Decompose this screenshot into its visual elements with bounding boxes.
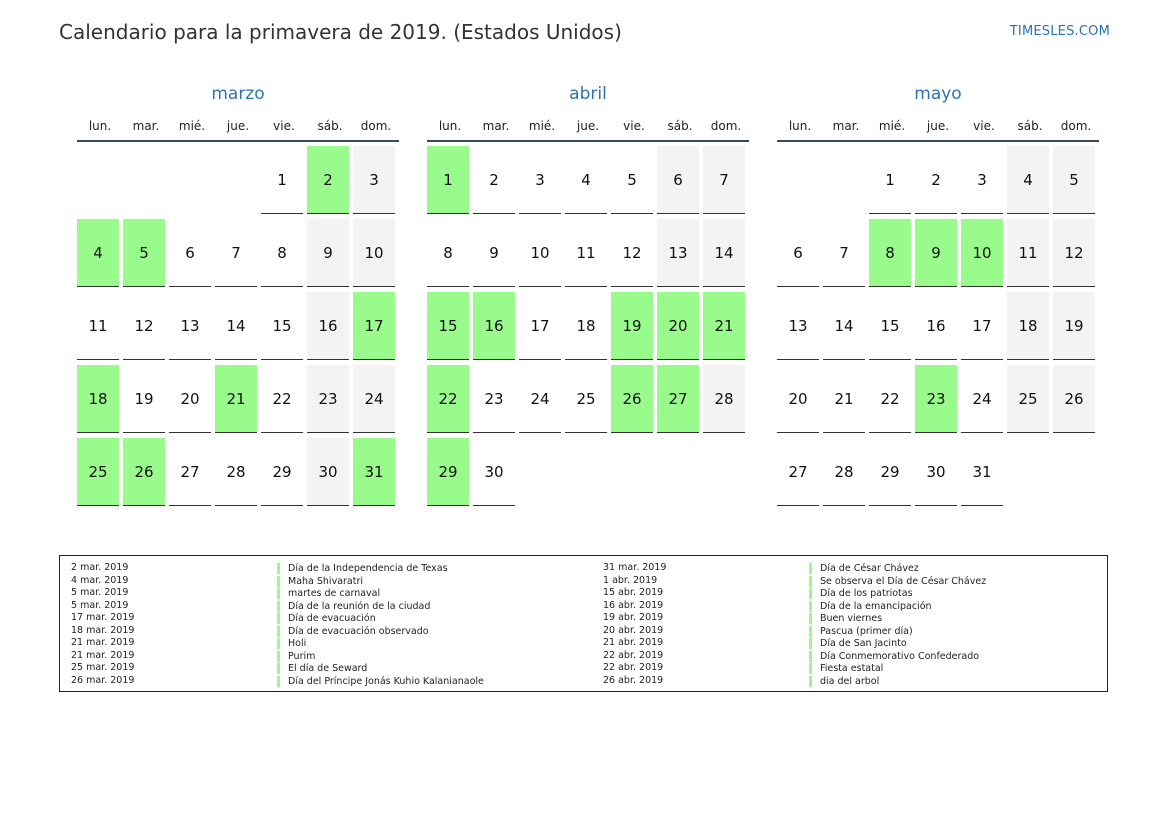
month-name: mayo — [914, 84, 962, 104]
day-cell[interactable] — [123, 438, 169, 511]
day-number: 3 — [353, 146, 395, 214]
day-number: 5 — [123, 219, 165, 287]
day-cell[interactable] — [565, 219, 611, 292]
day-cell[interactable] — [427, 438, 473, 511]
legend-holiday-name: Día de evacuación — [277, 613, 376, 624]
empty-cell — [519, 438, 565, 511]
week-row — [77, 292, 399, 365]
legend-holiday-name: Día Conmemorativo Confederado — [809, 651, 979, 662]
day-cell[interactable] — [123, 219, 169, 292]
week-row — [427, 219, 749, 292]
legend-date: 21 abr. 2019 — [603, 637, 664, 648]
day-number: 17 — [519, 292, 561, 360]
day-cell[interactable] — [915, 365, 961, 438]
day-cell[interactable] — [427, 365, 473, 438]
day-number: 6 — [777, 219, 819, 287]
weekday-label: mié. — [528, 119, 556, 133]
day-number: 14 — [823, 292, 865, 360]
legend-holiday-name: Día del Príncipe Jonás Kuhio Kalanianaole — [277, 676, 484, 687]
day-number: 7 — [823, 219, 865, 287]
day-number: 1 — [261, 146, 303, 214]
empty-cell — [215, 146, 261, 219]
legend-date: 17 mar. 2019 — [71, 612, 135, 623]
day-cell[interactable] — [1007, 146, 1053, 219]
day-cell[interactable] — [519, 292, 565, 365]
day-cell[interactable] — [519, 146, 565, 219]
day-cell[interactable] — [353, 146, 399, 219]
legend-date: 21 mar. 2019 — [71, 649, 135, 661]
day-number: 7 — [703, 146, 745, 214]
day-cell[interactable] — [703, 292, 749, 365]
day-number: 7 — [215, 219, 257, 287]
day-number: 5 — [611, 146, 653, 214]
legend-date: 5 mar. 2019 — [71, 599, 129, 611]
legend-holiday-name: Día de la Independencia de Texas — [277, 563, 448, 574]
day-cell[interactable] — [961, 438, 1007, 511]
day-cell[interactable] — [215, 292, 261, 365]
empty-cell — [565, 438, 611, 511]
day-number: 20 — [169, 365, 211, 433]
day-cell[interactable] — [1053, 146, 1099, 219]
month-name: marzo — [211, 84, 265, 104]
month-may — [777, 84, 1099, 511]
day-number: 31 — [353, 438, 395, 506]
day-number: 26 — [123, 438, 165, 506]
day-number: 6 — [169, 219, 211, 287]
day-number: 2 — [307, 146, 349, 214]
weekday-label: lun. — [788, 119, 812, 133]
day-number: 13 — [169, 292, 211, 360]
day-number: 24 — [961, 365, 1003, 433]
day-number: 2 — [473, 146, 515, 214]
day-cell[interactable] — [473, 146, 519, 219]
day-cell[interactable] — [915, 292, 961, 365]
day-number: 11 — [1007, 219, 1049, 287]
day-number: 26 — [1053, 365, 1095, 433]
empty-cell — [777, 146, 823, 219]
legend-holiday-name: Maha Shivaratri — [277, 576, 363, 587]
weekday-label: dom. — [710, 119, 742, 133]
legend-holiday-name: Se observa el Día de César Chávez — [809, 576, 986, 587]
legend-holiday-name: Holi — [277, 638, 306, 649]
week-row — [77, 365, 399, 438]
week-row — [77, 146, 399, 219]
legend-date: 22 abr. 2019 — [603, 649, 664, 661]
legend-holiday-name: Día de San Jacinto — [809, 638, 907, 649]
day-number: 19 — [123, 365, 165, 433]
day-number: 13 — [657, 219, 699, 287]
day-number: 11 — [77, 292, 119, 360]
day-number: 3 — [961, 146, 1003, 214]
empty-cell — [123, 146, 169, 219]
day-cell[interactable] — [77, 365, 123, 438]
weekday-header — [77, 119, 399, 142]
day-number: 30 — [307, 438, 349, 506]
day-number: 12 — [1053, 219, 1095, 287]
legend-date: 1 abr. 2019 — [603, 574, 658, 586]
day-number: 28 — [215, 438, 257, 506]
day-cell[interactable] — [777, 219, 823, 292]
weekday-label: vie. — [623, 119, 645, 133]
day-number: 15 — [869, 292, 911, 360]
day-number: 19 — [1053, 292, 1095, 360]
day-cell[interactable] — [1053, 365, 1099, 438]
weekday-label: jue. — [226, 119, 250, 133]
day-cell[interactable] — [611, 146, 657, 219]
weekday-header — [427, 119, 749, 142]
legend-date: 19 abr. 2019 — [603, 612, 664, 623]
weekday-label: sáb. — [1017, 119, 1043, 133]
day-cell[interactable] — [961, 292, 1007, 365]
legend-holiday-name: martes de carnaval — [277, 588, 380, 599]
weekday-label: dom. — [1060, 119, 1092, 133]
weekday-label: lun. — [438, 119, 462, 133]
week-row — [777, 292, 1099, 365]
day-cell[interactable] — [869, 292, 915, 365]
day-cell[interactable] — [869, 365, 915, 438]
day-number: 14 — [215, 292, 257, 360]
day-cell[interactable] — [215, 365, 261, 438]
day-cell[interactable] — [565, 365, 611, 438]
day-cell[interactable] — [353, 219, 399, 292]
legend-holiday-name: Día de los patriotas — [809, 588, 913, 599]
day-number: 13 — [777, 292, 819, 360]
day-cell[interactable] — [565, 146, 611, 219]
day-number: 10 — [353, 219, 395, 287]
day-number: 21 — [215, 365, 257, 433]
day-cell[interactable] — [123, 292, 169, 365]
day-cell[interactable] — [519, 365, 565, 438]
day-cell[interactable] — [169, 438, 215, 511]
legend-date: 18 mar. 2019 — [71, 624, 135, 636]
day-number: 17 — [353, 292, 395, 360]
legend-date: 15 abr. 2019 — [603, 587, 664, 598]
day-cell[interactable] — [307, 146, 353, 219]
week-row — [427, 146, 749, 219]
day-cell[interactable] — [777, 365, 823, 438]
day-cell[interactable] — [77, 292, 123, 365]
day-number: 6 — [657, 146, 699, 214]
day-cell[interactable] — [703, 365, 749, 438]
weekday-label: vie. — [273, 119, 295, 133]
day-cell[interactable] — [261, 438, 307, 511]
day-number: 23 — [473, 365, 515, 433]
day-number: 28 — [823, 438, 865, 506]
day-cell[interactable] — [657, 292, 703, 365]
day-number: 21 — [823, 365, 865, 433]
week-row — [77, 438, 399, 511]
day-cell[interactable] — [869, 438, 915, 511]
legend-holiday-name: Pascua (primer día) — [809, 626, 913, 637]
legend-holiday-name: Fiesta estatal — [809, 663, 883, 674]
legend-holiday-name: Día de César Chávez — [809, 563, 919, 574]
day-cell[interactable] — [611, 365, 657, 438]
legend-holiday-name: dia del arbol — [809, 676, 879, 687]
day-number: 29 — [869, 438, 911, 506]
holiday-legend — [59, 555, 1108, 692]
day-cell[interactable] — [353, 365, 399, 438]
day-grid — [777, 146, 1099, 511]
day-cell[interactable] — [1007, 292, 1053, 365]
day-cell[interactable] — [473, 219, 519, 292]
legend-date: 2 mar. 2019 — [71, 562, 129, 573]
weekday-label: mar. — [832, 119, 860, 133]
week-row — [77, 219, 399, 292]
day-number: 16 — [473, 292, 515, 360]
legend-date: 16 abr. 2019 — [603, 599, 664, 611]
week-row — [777, 438, 1099, 511]
day-number: 31 — [961, 438, 1003, 506]
day-cell[interactable] — [823, 292, 869, 365]
day-cell[interactable] — [353, 292, 399, 365]
day-cell[interactable] — [307, 438, 353, 511]
week-row — [427, 292, 749, 365]
day-cell[interactable] — [657, 146, 703, 219]
month-march — [77, 84, 399, 511]
legend-date: 25 mar. 2019 — [71, 662, 135, 673]
day-cell[interactable] — [169, 365, 215, 438]
day-cell[interactable] — [473, 365, 519, 438]
empty-cell — [611, 438, 657, 511]
day-cell[interactable] — [169, 219, 215, 292]
day-cell[interactable] — [915, 438, 961, 511]
day-number: 2 — [915, 146, 957, 214]
day-cell[interactable] — [961, 365, 1007, 438]
weekday-label: mar. — [482, 119, 510, 133]
legend-holiday-name: Buen viernes — [809, 613, 882, 624]
weekday-label: vie. — [973, 119, 995, 133]
legend-holiday-name: Día de la emancipación — [809, 601, 932, 612]
day-cell[interactable] — [519, 219, 565, 292]
day-number: 26 — [611, 365, 653, 433]
legend-date: 31 mar. 2019 — [603, 562, 667, 573]
day-cell[interactable] — [565, 292, 611, 365]
day-number: 22 — [427, 365, 469, 433]
day-number: 9 — [473, 219, 515, 287]
day-number: 18 — [565, 292, 607, 360]
day-number: 29 — [427, 438, 469, 506]
week-row — [427, 365, 749, 438]
legend-holiday-name: Purim — [277, 651, 315, 662]
weekday-header — [777, 119, 1099, 142]
day-number: 4 — [77, 219, 119, 287]
day-number: 18 — [77, 365, 119, 433]
day-number: 5 — [1053, 146, 1095, 214]
week-row — [427, 438, 749, 511]
day-cell[interactable] — [657, 219, 703, 292]
day-number: 21 — [703, 292, 745, 360]
day-number: 25 — [77, 438, 119, 506]
day-number: 24 — [519, 365, 561, 433]
day-cell[interactable] — [869, 219, 915, 292]
day-number: 25 — [1007, 365, 1049, 433]
legend-date: 26 mar. 2019 — [71, 674, 135, 686]
day-number: 4 — [565, 146, 607, 214]
day-cell[interactable] — [823, 219, 869, 292]
day-cell[interactable] — [915, 146, 961, 219]
day-cell[interactable] — [123, 365, 169, 438]
day-number: 9 — [915, 219, 957, 287]
day-cell[interactable] — [169, 292, 215, 365]
day-cell[interactable] — [261, 292, 307, 365]
weekday-label: sáb. — [667, 119, 693, 133]
day-number: 11 — [565, 219, 607, 287]
day-cell[interactable] — [1053, 292, 1099, 365]
day-number: 1 — [427, 146, 469, 214]
day-number: 27 — [169, 438, 211, 506]
day-number: 28 — [703, 365, 745, 433]
legend-date: 20 abr. 2019 — [603, 624, 664, 636]
legend-date: 22 abr. 2019 — [603, 662, 664, 673]
day-cell[interactable] — [215, 438, 261, 511]
day-cell[interactable] — [961, 219, 1007, 292]
day-number: 22 — [261, 365, 303, 433]
week-row — [777, 365, 1099, 438]
day-number: 4 — [1007, 146, 1049, 214]
day-number: 24 — [353, 365, 395, 433]
day-cell[interactable] — [77, 219, 123, 292]
day-cell[interactable] — [915, 219, 961, 292]
day-cell[interactable] — [703, 146, 749, 219]
day-number: 19 — [611, 292, 653, 360]
weekday-label: mié. — [178, 119, 206, 133]
day-cell[interactable] — [473, 438, 519, 511]
day-number: 9 — [307, 219, 349, 287]
legend-holiday-name: Día de evacuación observado — [277, 626, 429, 637]
legend-holiday-name: Día de la reunión de la ciudad — [277, 601, 430, 612]
day-number: 29 — [261, 438, 303, 506]
weekday-label: sáb. — [317, 119, 343, 133]
day-cell[interactable] — [427, 292, 473, 365]
day-cell[interactable] — [261, 219, 307, 292]
day-number: 20 — [657, 292, 699, 360]
day-cell[interactable] — [961, 146, 1007, 219]
legend-date: 4 mar. 2019 — [71, 574, 129, 586]
weekday-label: mar. — [132, 119, 160, 133]
day-number: 23 — [915, 365, 957, 433]
legend-date: 5 mar. 2019 — [71, 587, 129, 598]
day-number: 3 — [519, 146, 561, 214]
day-number: 15 — [261, 292, 303, 360]
day-number: 16 — [307, 292, 349, 360]
weekday-label: lun. — [88, 119, 112, 133]
empty-cell — [77, 146, 123, 219]
day-cell[interactable] — [611, 219, 657, 292]
weekday-label: jue. — [576, 119, 600, 133]
day-cell[interactable] — [869, 146, 915, 219]
day-number: 30 — [473, 438, 515, 506]
month-april — [427, 84, 749, 511]
day-cell[interactable] — [1007, 219, 1053, 292]
empty-cell — [823, 146, 869, 219]
legend-date: 21 mar. 2019 — [71, 637, 135, 648]
page-title: Calendario para la primavera de 2019. (Estados Unidos) — [59, 20, 622, 44]
legend-date: 26 abr. 2019 — [603, 674, 664, 686]
day-number: 15 — [427, 292, 469, 360]
day-number: 27 — [657, 365, 699, 433]
day-number: 10 — [519, 219, 561, 287]
day-cell[interactable] — [261, 146, 307, 219]
day-number: 25 — [565, 365, 607, 433]
empty-cell — [657, 438, 703, 511]
empty-cell — [169, 146, 215, 219]
legend-holiday-name: El día de Seward — [277, 663, 367, 674]
day-cell[interactable] — [215, 219, 261, 292]
day-cell[interactable] — [777, 438, 823, 511]
day-cell[interactable] — [353, 438, 399, 511]
day-cell[interactable] — [261, 365, 307, 438]
empty-cell — [703, 438, 749, 511]
day-number: 8 — [869, 219, 911, 287]
day-number: 23 — [307, 365, 349, 433]
day-cell[interactable] — [77, 438, 123, 511]
day-number: 12 — [123, 292, 165, 360]
weekday-label: jue. — [926, 119, 950, 133]
day-number: 20 — [777, 365, 819, 433]
day-cell[interactable] — [657, 365, 703, 438]
day-number: 30 — [915, 438, 957, 506]
day-number: 1 — [869, 146, 911, 214]
day-number: 8 — [261, 219, 303, 287]
day-cell[interactable] — [427, 219, 473, 292]
day-number: 8 — [427, 219, 469, 287]
week-row — [777, 219, 1099, 292]
day-number: 17 — [961, 292, 1003, 360]
day-grid — [427, 146, 749, 511]
day-number: 10 — [961, 219, 1003, 287]
day-cell[interactable] — [307, 365, 353, 438]
day-cell[interactable] — [427, 146, 473, 219]
day-cell[interactable] — [823, 438, 869, 511]
day-cell[interactable] — [1007, 365, 1053, 438]
day-cell[interactable] — [777, 292, 823, 365]
day-number: 16 — [915, 292, 957, 360]
day-cell[interactable] — [307, 219, 353, 292]
day-grid — [77, 146, 399, 511]
month-name: abril — [569, 84, 607, 104]
week-row — [777, 146, 1099, 219]
day-cell[interactable] — [1053, 219, 1099, 292]
empty-cell — [1053, 438, 1099, 511]
brand-link[interactable]: TIMESLES.COM — [1009, 24, 1110, 39]
weekday-label: mié. — [878, 119, 906, 133]
day-cell[interactable] — [703, 219, 749, 292]
day-cell[interactable] — [473, 292, 519, 365]
day-number: 14 — [703, 219, 745, 287]
day-number: 12 — [611, 219, 653, 287]
day-cell[interactable] — [307, 292, 353, 365]
day-number: 18 — [1007, 292, 1049, 360]
weekday-label: dom. — [360, 119, 392, 133]
day-number: 27 — [777, 438, 819, 506]
empty-cell — [1007, 438, 1053, 511]
day-cell[interactable] — [611, 292, 657, 365]
day-cell[interactable] — [823, 365, 869, 438]
day-number: 22 — [869, 365, 911, 433]
